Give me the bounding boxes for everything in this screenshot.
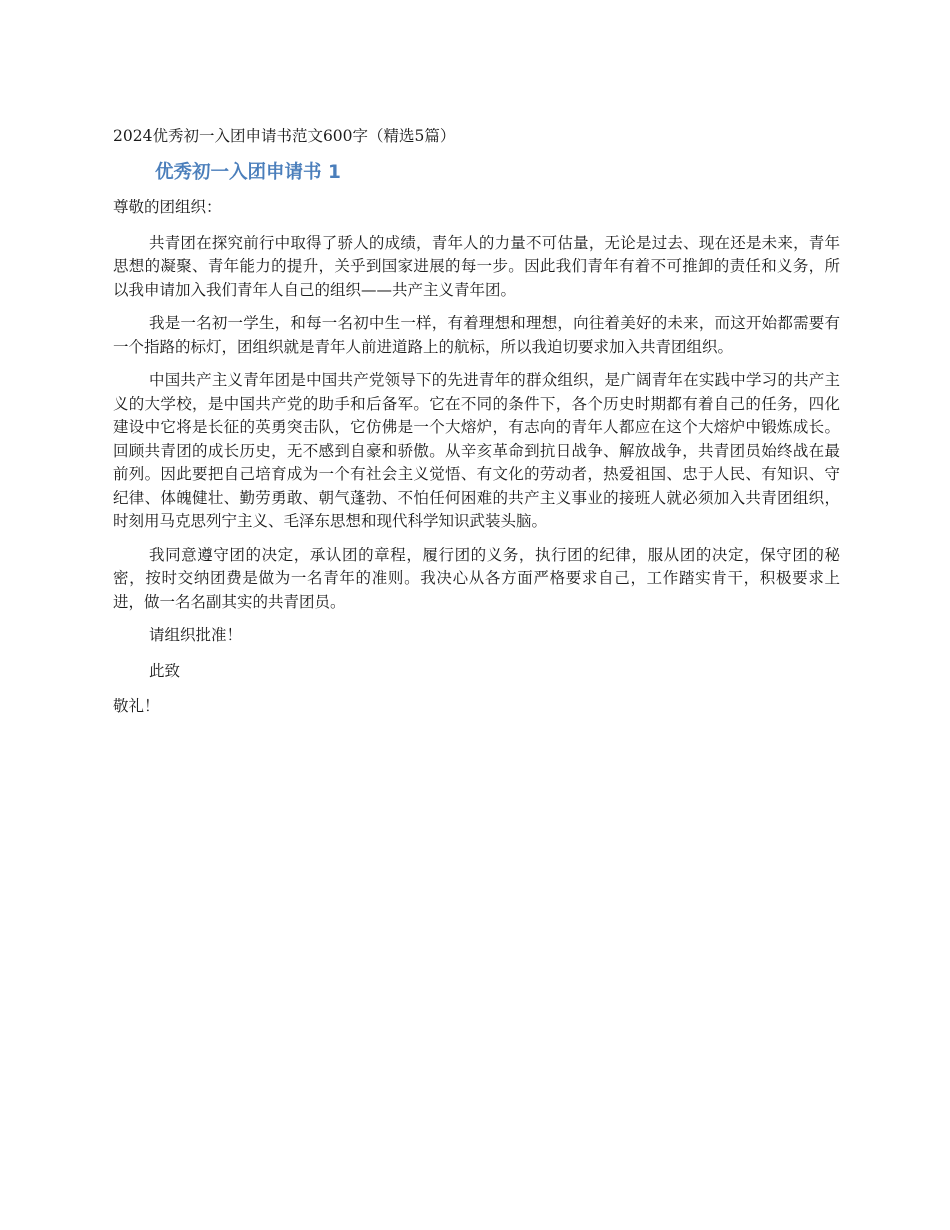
body-paragraph-1: 共青团在探究前行中取得了骄人的成绩，青年人的力量不可估量，无论是过去、现在还是未来，青年思想的凝聚、青年能力的提升，关乎到国家进展的每一步。因此我们青年有着不可推卸的责任和义务，所以我申请加入我们青年人自己的组织——共产主义青年团。 [113,233,840,299]
document-title: 2024优秀初一入团申请书范文600字（精选5篇） [113,127,456,145]
body-paragraph-3: 中国共产主义青年团是中国共产党领导下的先进青年的群众组织，是广阔青年在实践中学习的共产主义的大学校，是中国共产党的助手和后备军。它在不同的条件下，各个历史时期都有着自己的任务，四化建设中它将是长征的英勇突击队，它仿佛是一个大熔炉，有志向的青年人都应在这个大熔炉中锻炼成长。回顾共青团的成长历史，无不感到自豪和骄傲。从辛亥革命到抗日战争、解放战争，共青团员始终战在最前列。因此要把自己培育成为一个有社会主义觉悟、有文化的劳动者，热爱祖国、忠于人民、有知识、守纪律、体魄健壮、勤劳勇敢、朝气蓬勃、不怕任何困难的共产主义事业的接班人就必须加入共青团组织，时刻用马克思列宁主义、毛泽东思想和现代科学知识武装头脑。 [113,371,840,530]
salutation: 尊敬的团组织： [113,198,222,216]
request-line: 请组织批准！ [149,626,243,644]
regards-line: 敬礼！ [113,697,160,715]
section-heading: 优秀初一入团申请书 1 [155,162,341,183]
body-paragraph-4: 我同意遵守团的决定，承认团的章程，履行团的义务，执行团的纪律，服从团的决定，保守团的秘密，按时交纳团费是做为一名青年的准则。我决心从各方面严格要求自己，工作踏实肯干，积极要求上进，做一名名副其实的共青团员。 [113,545,840,611]
document-page [113,124,840,731]
body-paragraph-2: 我是一名初一学生，和每一名初中生一样，有着理想和理想，向往着美好的未来，而这开始都需要有一个指路的标灯，团组织就是青年人前进道路上的航标，所以我迫切要求加入共青团组织。 [113,314,840,356]
closing-line: 此致 [149,661,181,680]
